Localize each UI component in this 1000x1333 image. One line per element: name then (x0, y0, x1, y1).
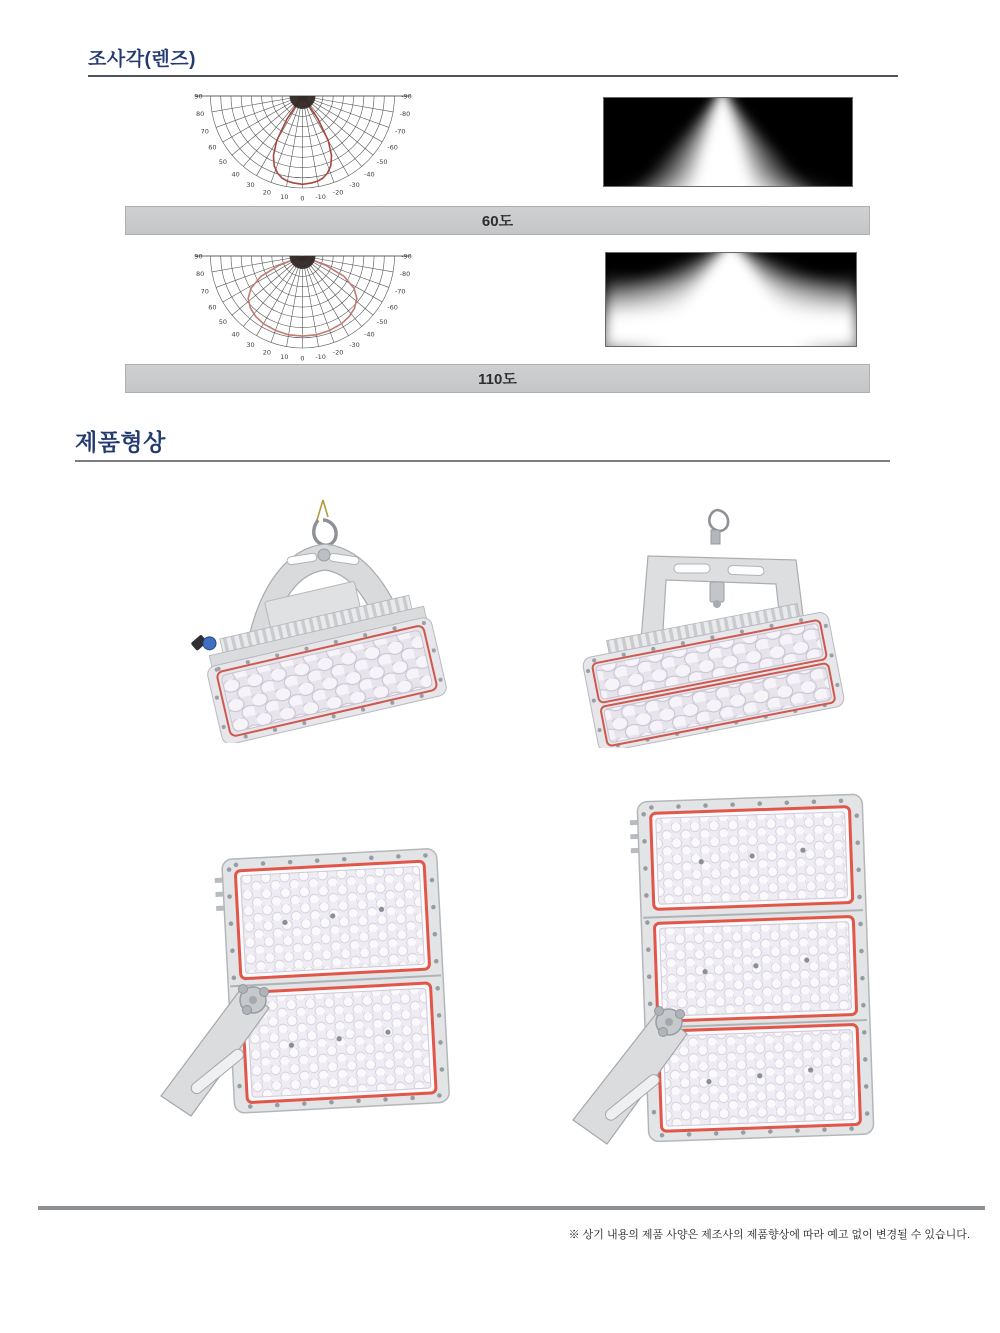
polar-chart-110deg (125, 246, 480, 364)
svg-text:50: 50 (218, 158, 227, 167)
svg-text:80: 80 (195, 110, 205, 119)
led-lens-array (660, 922, 852, 1017)
svg-text:-40: -40 (364, 170, 375, 179)
product-photo-3module-front (543, 788, 878, 1148)
svg-text:60: 60 (208, 303, 217, 312)
svg-text:-60: -60 (387, 143, 398, 152)
lamp-body (185, 566, 448, 743)
svg-text:-80: -80 (399, 110, 411, 119)
svg-text:-80: -80 (399, 270, 411, 279)
beam-photo-110deg (605, 252, 857, 347)
lamp-body (629, 794, 874, 1142)
beam-angle-section-heading: 조사각(렌즈) (88, 49, 196, 70)
svg-text:-50: -50 (376, 318, 388, 327)
svg-text:-20: -20 (332, 188, 344, 197)
svg-text:10: 10 (280, 192, 289, 201)
svg-text:-20: -20 (332, 348, 344, 357)
svg-text:0: 0 (300, 354, 305, 363)
light-glow-graphic (606, 253, 856, 346)
svg-text:20: 20 (262, 188, 272, 197)
led-lens-array (247, 988, 431, 1097)
svg-text:-10: -10 (315, 352, 326, 361)
product-photo-1module-hanging (175, 498, 465, 743)
footer-divider (38, 1206, 985, 1210)
svg-text:30: 30 (246, 340, 255, 349)
svg-text:-70: -70 (394, 287, 406, 296)
led-lens-array (241, 866, 425, 973)
lamp-body (214, 848, 450, 1113)
svg-text:-90: -90 (401, 92, 412, 101)
heading-underline (75, 460, 890, 462)
degree-label-bar-60 (125, 206, 870, 235)
svg-text:-40: -40 (364, 330, 375, 339)
svg-text:90: 90 (194, 252, 203, 261)
svg-text:0: 0 (300, 194, 305, 203)
svg-text:20: 20 (262, 348, 272, 357)
svg-text:90: 90 (194, 92, 203, 101)
product-shape-section-heading: 제품형상 (75, 429, 166, 455)
svg-text:80: 80 (195, 270, 205, 279)
svg-text:-70: -70 (394, 127, 406, 136)
svg-text:60: 60 (208, 143, 217, 152)
polar-chart-60deg (125, 86, 480, 204)
lamp-body (579, 598, 845, 748)
svg-text:-10: -10 (315, 192, 326, 201)
svg-text:70: 70 (200, 287, 209, 296)
svg-text:40: 40 (231, 330, 240, 339)
svg-text:10: 10 (280, 352, 289, 361)
product-photo-2module-front (133, 838, 458, 1118)
product-photo-2module-hanging (558, 500, 858, 748)
svg-text:50: 50 (218, 318, 227, 327)
svg-text:-60: -60 (387, 303, 398, 312)
svg-text:-30: -30 (349, 180, 360, 189)
degree-label-bar-110 (125, 364, 870, 393)
heading-underline (88, 75, 898, 77)
hanging-wire (317, 500, 328, 520)
footer-disclaimer: ※ 상기 내용의 제품 사양은 제조사의 제품향상에 따라 예고 없이 변경될 수 있습니다. (568, 1229, 970, 1241)
carabiner-hook-icon (314, 520, 336, 545)
light-glow-graphic (603, 155, 853, 187)
svg-text:-90: -90 (401, 252, 412, 261)
svg-text:30: 30 (246, 180, 255, 189)
svg-text:40: 40 (231, 170, 240, 179)
degree-label: 60도 (481, 213, 514, 230)
svg-text:-50: -50 (376, 158, 388, 167)
svg-text:70: 70 (200, 127, 209, 136)
beam-photo-60deg (603, 97, 853, 187)
degree-label: 110도 (478, 371, 517, 388)
svg-text:-30: -30 (349, 340, 360, 349)
eyelet-hook-icon (709, 510, 728, 531)
